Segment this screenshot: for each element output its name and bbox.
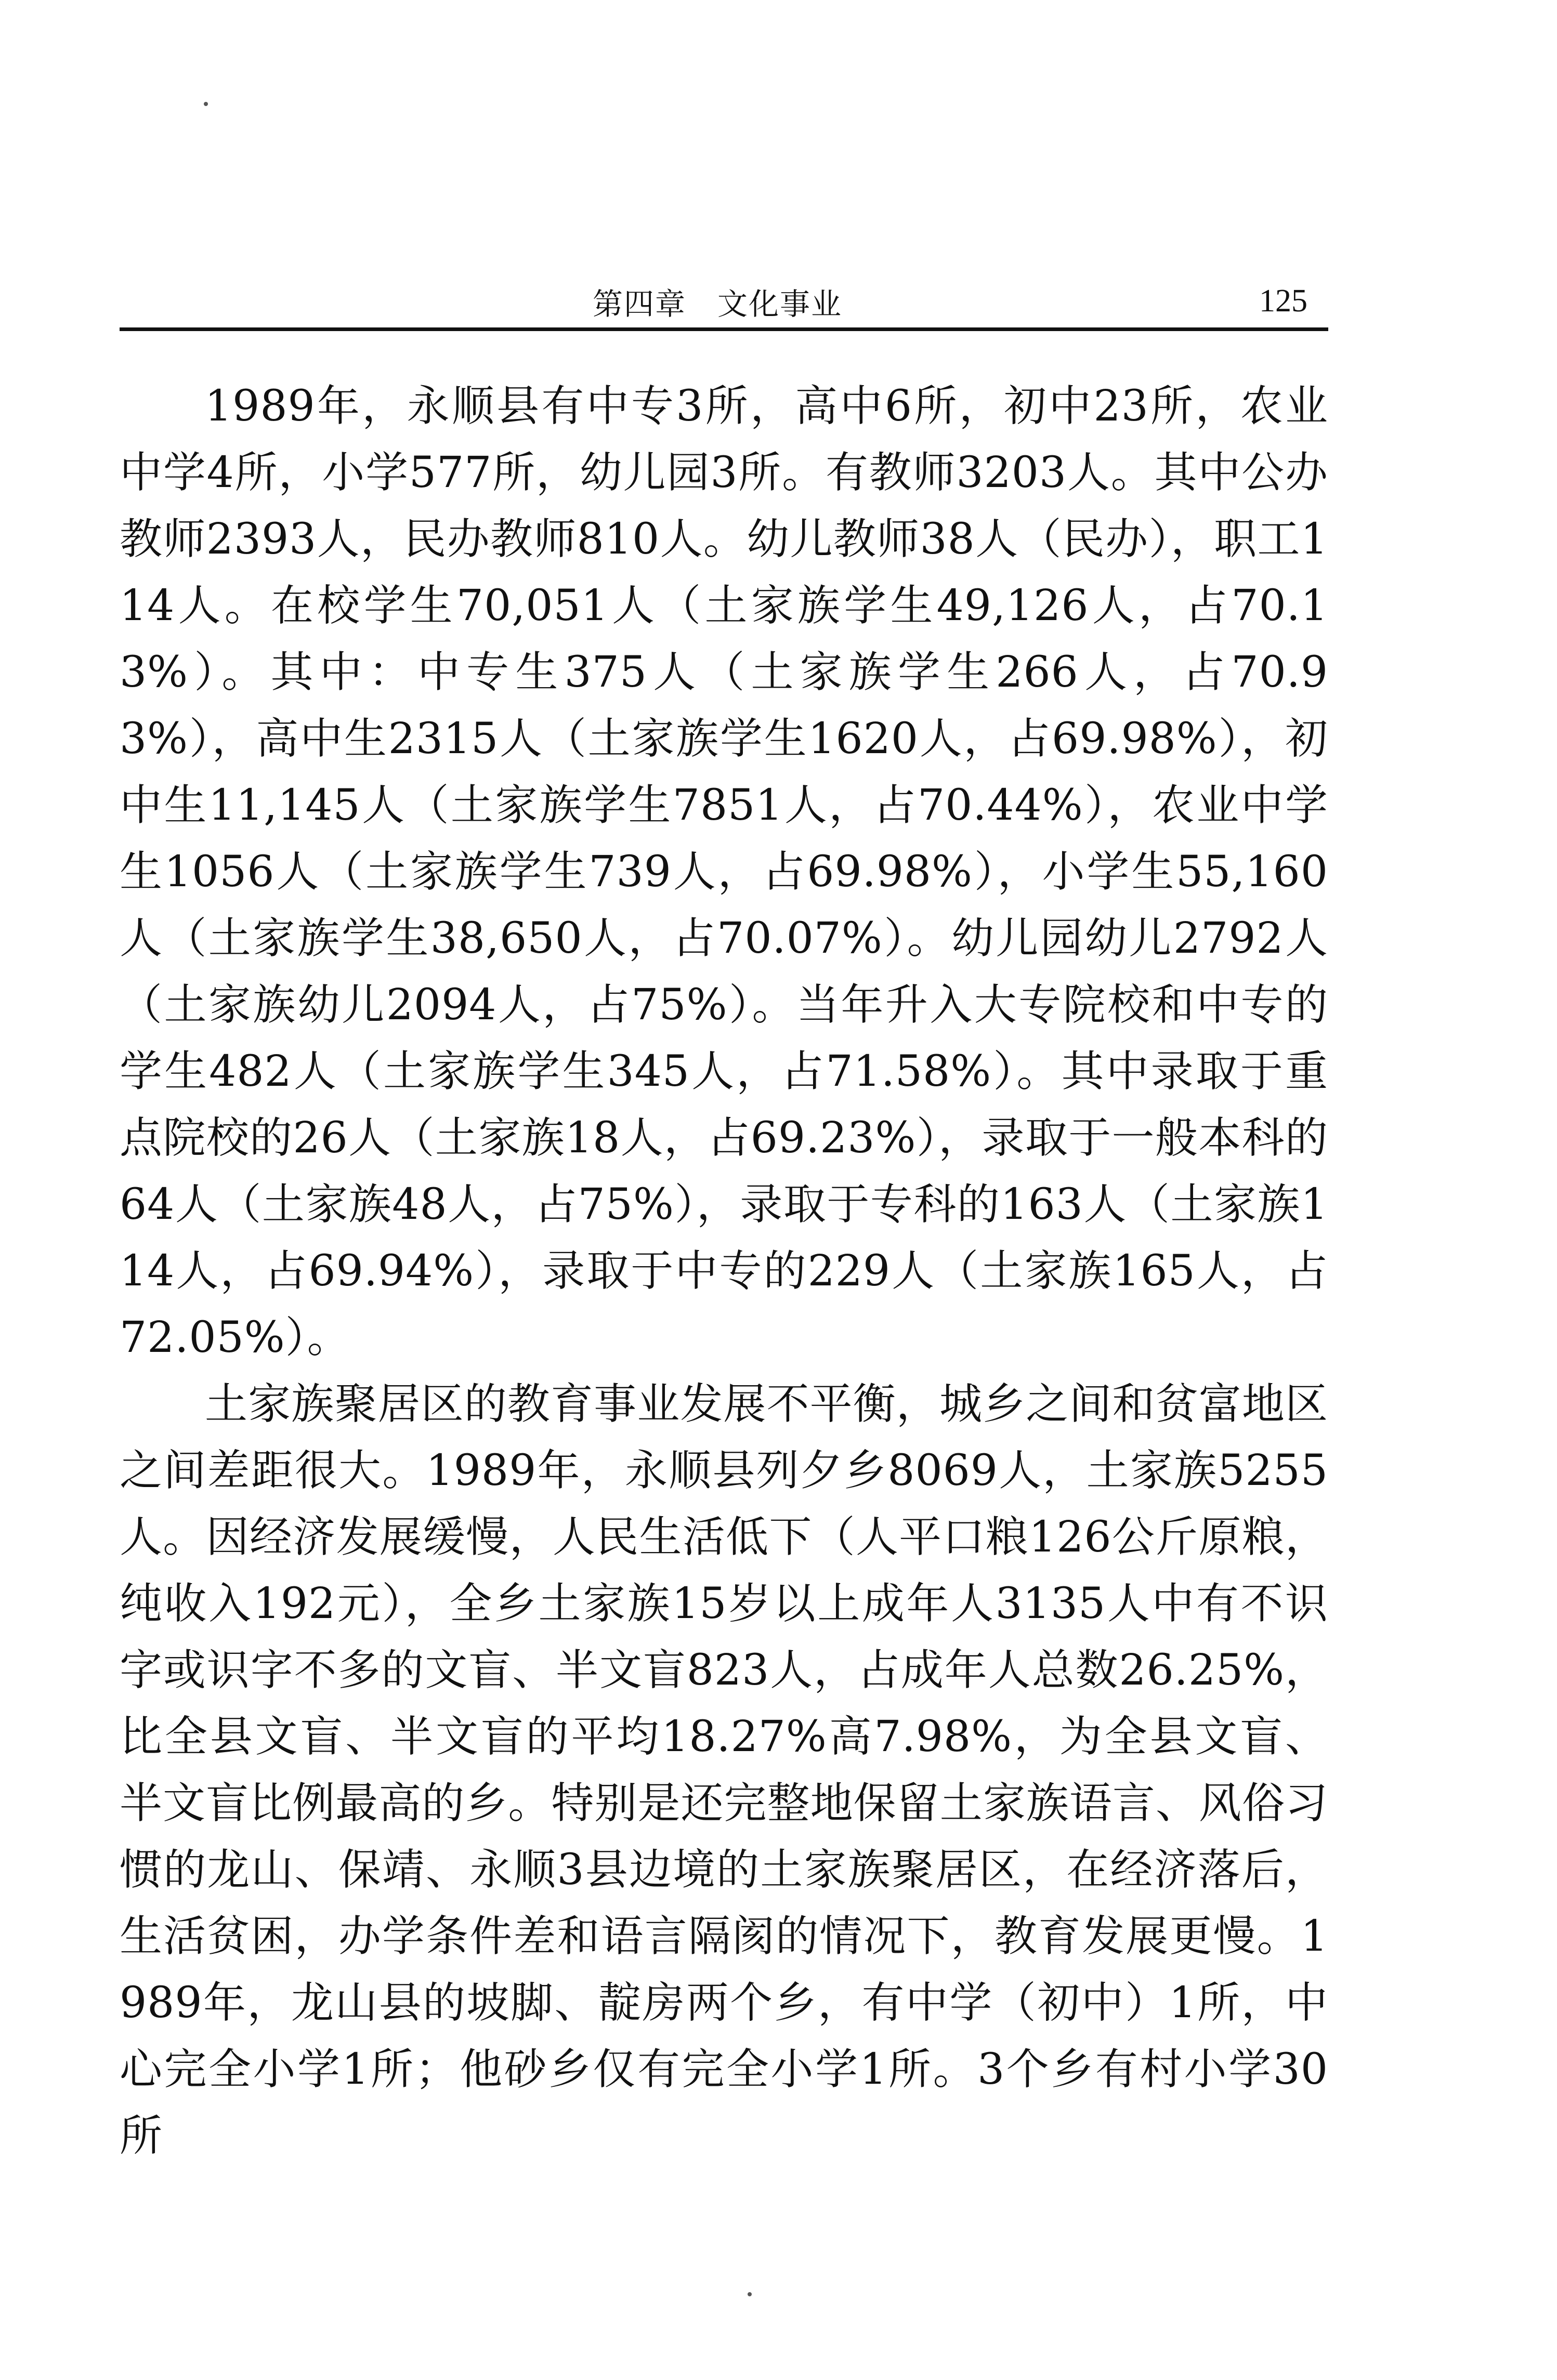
- scan-speck: [204, 102, 208, 106]
- page-header: [120, 275, 1328, 331]
- paragraph: 土家族聚居区的教育事业发展不平衡，城乡之间和贫富地区之间差距很大。1989年，永顺县列夕乡8069人，土家族5255人。因经济发展缓慢，人民生活低下（人平口粮126公斤原粮，纯收入192元），全乡土家族15岁以上成年人3135人中有不识字或识字不多的文盲、半文盲823人，占成年人总数26.25%，比全县文盲、半文盲的平均18.27%高7.98%，为全县文盲、半文盲比例最高的乡。特别是还完整地保留土家族语言、风俗习惯的龙山、保靖、永顺3县边境的土家族聚居区，在经济落后，生活贫困，办学条件差和语言隔阂的情况下，教育发展更慢。1989年，龙山县的坡脚、靛房两个乡，有中学（初中）1所，中心完全小学1所；他砂乡仅有完全小学1所。3个乡有村小学30所: [120, 1379, 1328, 2161]
- paragraph: 1989年，永顺县有中专3所，高中6所，初中23所，农业中学4所，小学577所，幼儿园3所。有教师3203人。其中公办教师2393人，民办教师810人。幼儿教师38人（民办），职工114人。在校学生70,051人（土家族学生49,126人，占70.13%）。其中：中专生375人（土家族学生266人，占70.93%），高中生2315人（土家族学生1620人，占69.98%），初中生11,145人（土家族学生7851人，占70.44%），农业中学生1056人（土家族学生739人，占69.98%），小学生55,160人（土家族学生38,650人，占70.07%）。幼儿园幼儿2792人（土家族幼儿2094人，占75%）。当年升入大专院校和中专的学生482人（土家族学生345人，占71.58%）。其中录取于重点院校的26人（土家族18人，占69.23%），录取于一般本科的64人（土家族48人，占75%），录取于专科的163人（土家族114人，占69.94%），录取于中专的229人（土家族165人，占72.05%）。: [120, 382, 1328, 1362]
- scan-speck: [748, 2292, 752, 2296]
- page-number: 125: [1259, 283, 1307, 319]
- chapter-title: 第四章 文化事业: [593, 286, 843, 322]
- body-text: [120, 373, 1328, 2169]
